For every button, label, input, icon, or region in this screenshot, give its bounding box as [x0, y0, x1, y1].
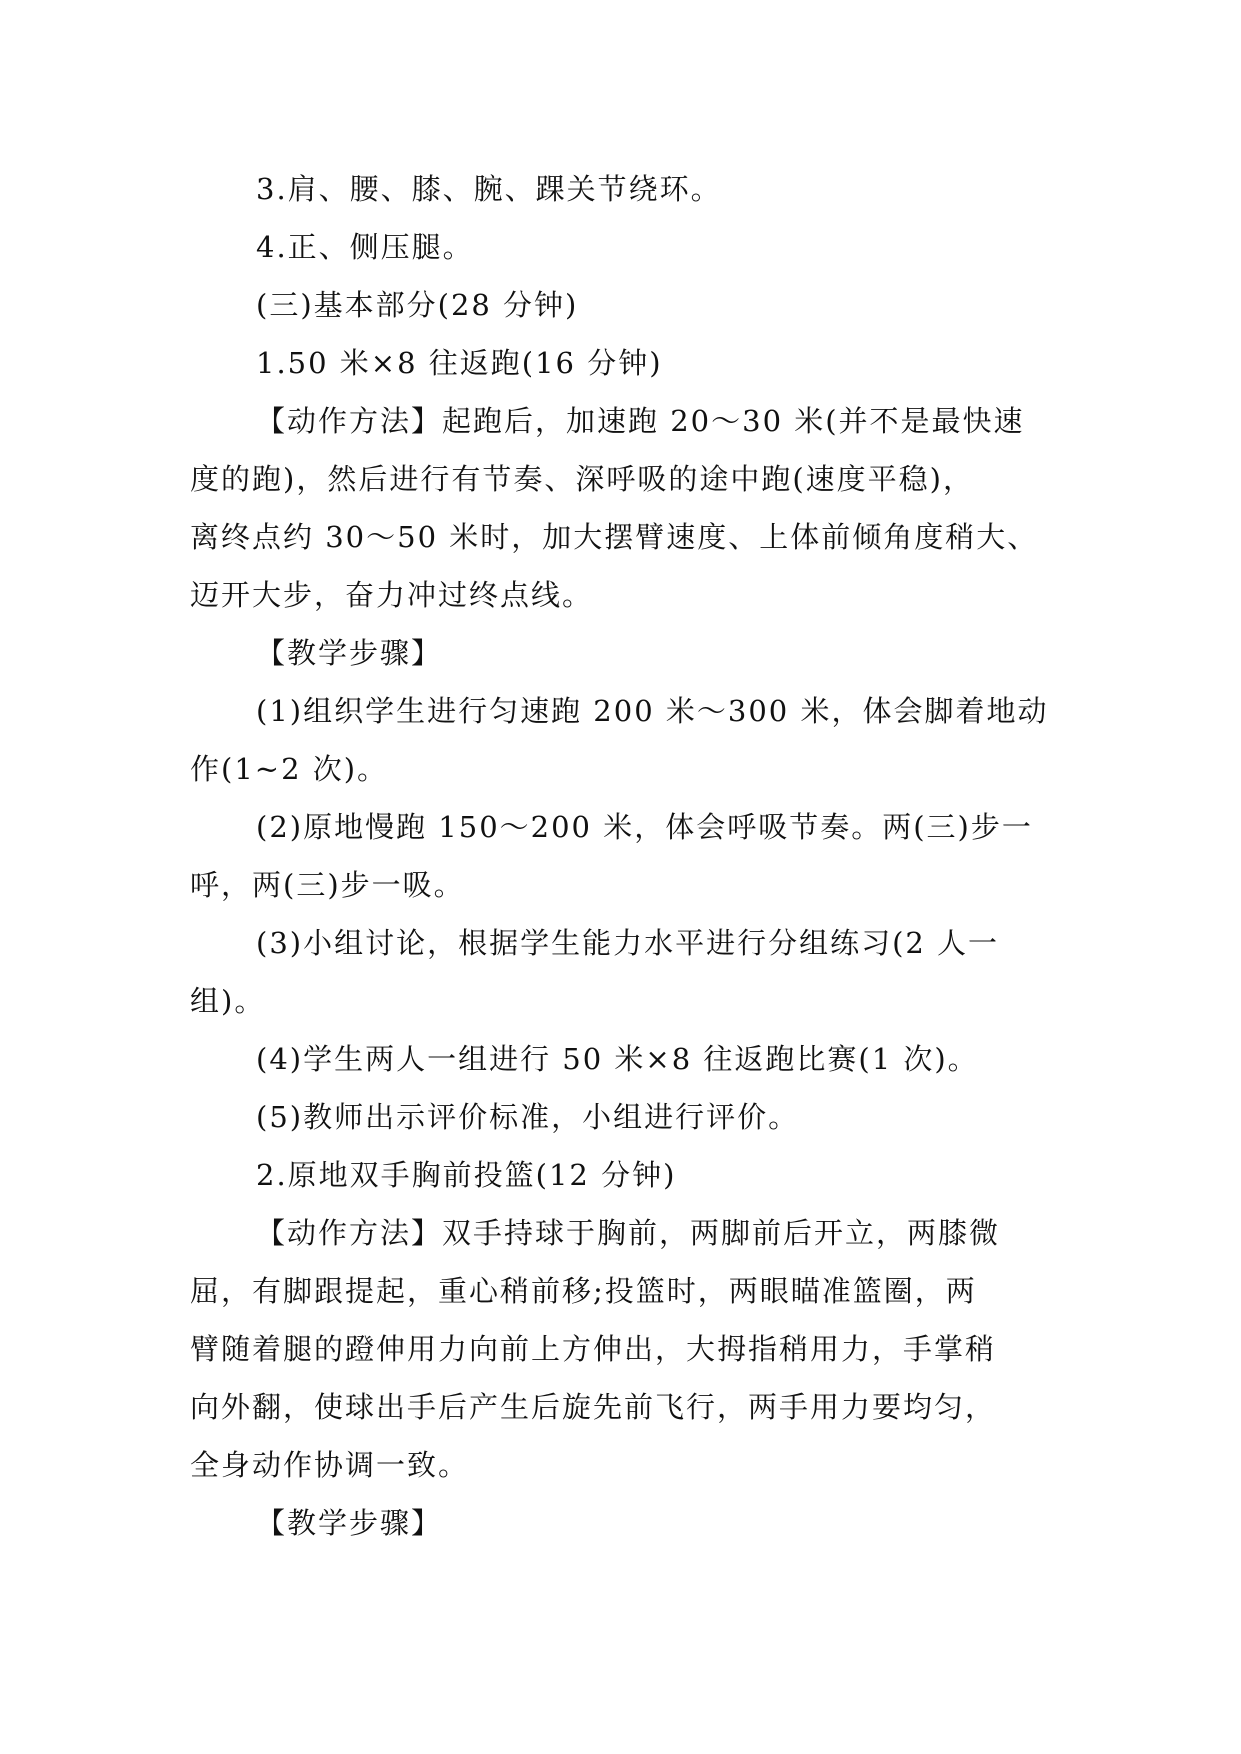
paragraph-line: 【动作方法】起跑后，加速跑 20～30 米(并不是最快速 [256, 404, 1025, 438]
paragraph-line: (3)小组讨论，根据学生能力水平进行分组练习(2 人一 [256, 926, 1000, 960]
paragraph-line: (4)学生两人一组进行 50 米×8 往返跑比赛(1 次)。 [256, 1042, 979, 1076]
subsection-heading-shuttle-run [190, 334, 1070, 392]
teaching-steps-heading-2 [190, 1494, 1070, 1552]
paragraph-shuttle-run-method [190, 392, 1070, 624]
paragraph-warmup-leg-press [190, 218, 1070, 276]
paragraph-line: 臂随着腿的蹬伸用力向前上方伸出，大拇指稍用力，手掌稍 [190, 1332, 997, 1366]
paragraph-line: 3.肩、腰、膝、腕、踝关节绕环。 [256, 172, 722, 206]
paragraph-line: 离终点约 30～50 米时，加大摆臂速度、上体前倾角度稍大、 [190, 520, 1039, 554]
paragraph-line: 向外翻，使球出手后产生后旋先前飞行，两手用力要均匀， [190, 1390, 997, 1424]
paragraph-line: 【教学步骤】 [256, 636, 443, 670]
section-heading-basic-part [190, 276, 1070, 334]
paragraph-line: (三)基本部分(28 分钟) [256, 288, 579, 322]
subsection-heading-chest-shot [190, 1146, 1070, 1204]
paragraph-line: 度的跑)，然后进行有节奏、深呼吸的途中跑(速度平稳)， [190, 462, 974, 496]
document-body [190, 160, 1070, 1552]
paragraph-line: 组)。 [190, 984, 266, 1018]
paragraph-line: 迈开大步，奋力冲过终点线。 [190, 578, 594, 612]
teaching-steps-heading-1 [190, 624, 1070, 682]
paragraph-line: 【动作方法】双手持球于胸前，两脚前后开立，两膝微 [256, 1216, 1001, 1250]
step-3 [190, 914, 1070, 1030]
paragraph-line: (2)原地慢跑 150～200 米，体会呼吸节奏。两(三)步一 [256, 810, 1033, 844]
paragraph-line: 屈，有脚跟提起，重心稍前移;投篮时，两眼瞄准篮圈，两 [190, 1274, 977, 1308]
step-1 [190, 682, 1070, 798]
paragraph-line: 2.原地双手胸前投篮(12 分钟) [256, 1158, 677, 1192]
step-5 [190, 1088, 1070, 1146]
paragraph-chest-shot-method [190, 1204, 1070, 1494]
paragraph-warmup-joint-rotation [190, 160, 1070, 218]
step-2 [190, 798, 1070, 914]
paragraph-line: 1.50 米×8 往返跑(16 分钟) [256, 346, 663, 380]
paragraph-line: 【教学步骤】 [256, 1506, 443, 1540]
paragraph-line: (5)教师出示评价标准，小组进行评价。 [256, 1100, 800, 1134]
paragraph-line: (1)组织学生进行匀速跑 200 米～300 米，体会脚着地动 [256, 694, 1049, 728]
paragraph-line: 作(1~2 次)。 [190, 752, 389, 786]
paragraph-line: 呼，两(三)步一吸。 [190, 868, 465, 902]
paragraph-line: 4.正、侧压腿。 [256, 230, 474, 264]
paragraph-line: 全身动作协调一致。 [190, 1448, 470, 1482]
step-4 [190, 1030, 1070, 1088]
